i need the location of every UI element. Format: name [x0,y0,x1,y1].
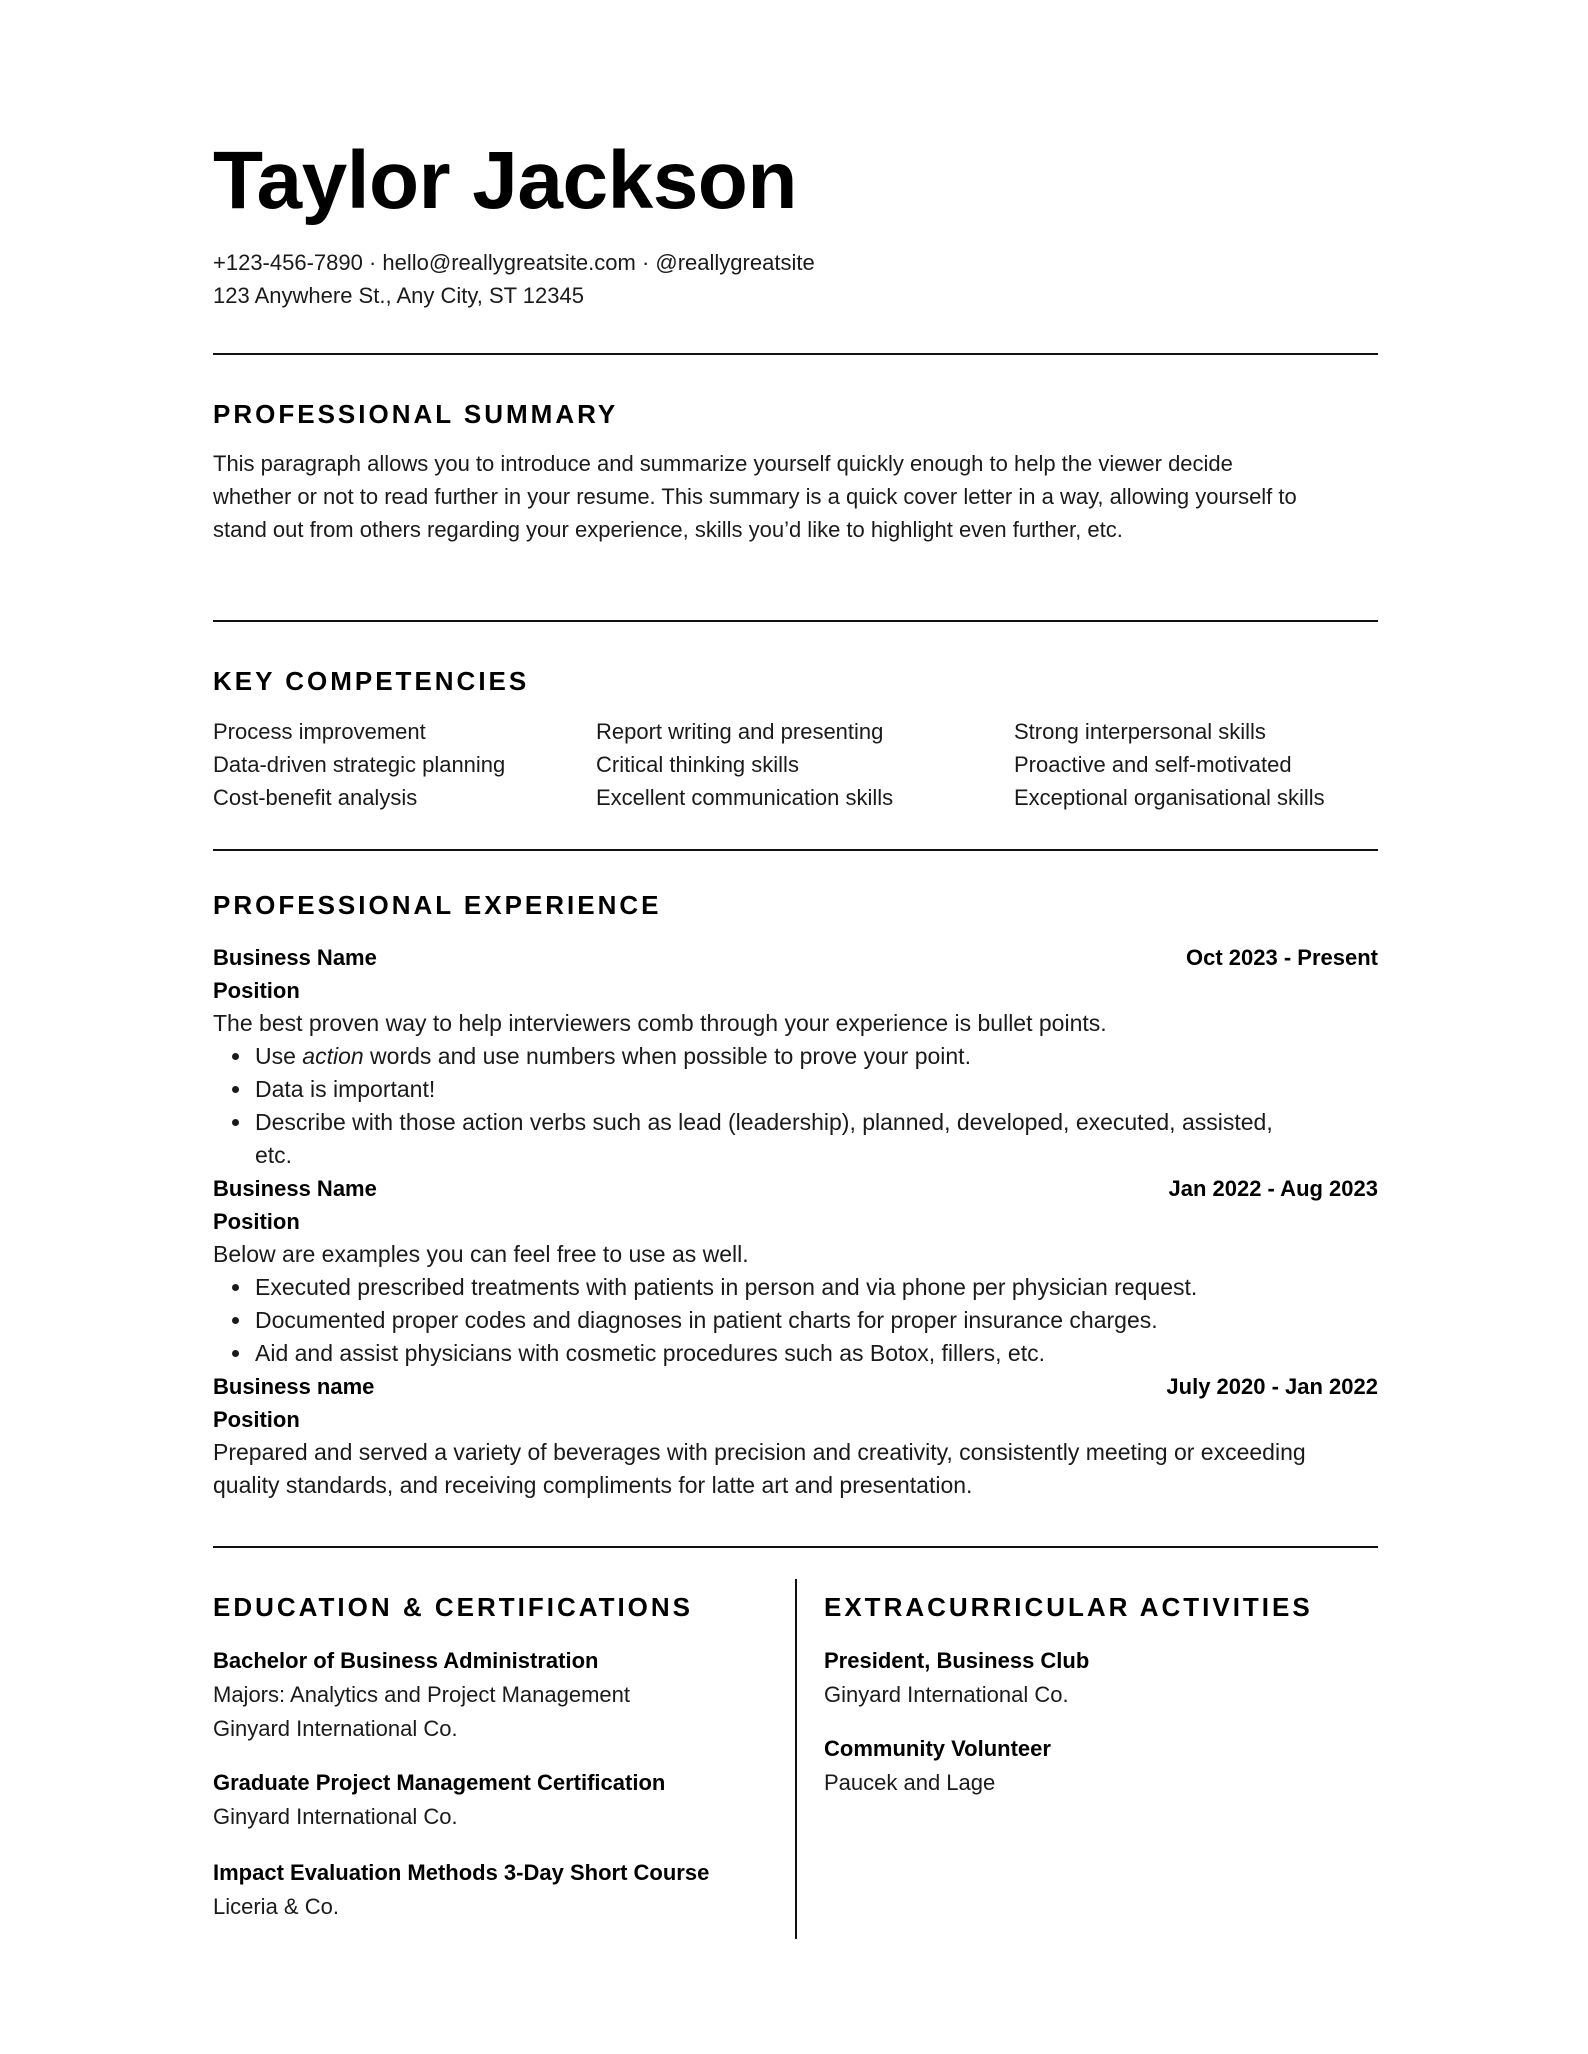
competency-item: Critical thinking skills [596,752,799,777]
job-bullet: • Aid and assist physicians with cosmetic procedures such as Botox, fillers, etc. [253,1337,1378,1370]
section-title-experience: PROFESSIONAL EXPERIENCE [213,890,662,920]
competencies-grid [213,715,1378,814]
entry-title: Community Volunteer [824,1736,1051,1761]
job-position: Position [213,1407,300,1432]
section-title-education: EDUCATION & CERTIFICATIONS [213,1592,694,1622]
job-description [213,1436,1378,1502]
competency-item: Excellent communication skills [596,785,894,810]
description-line: quality standards, and receiving compliments for latte art and presentation. [213,1472,973,1498]
description-line: Prepared and served a variety of beverages with precision and creativity, consistently meeting or exceeding [213,1439,1306,1465]
summary-line: This paragraph allows you to introduce and summarize yourself quickly enough to help the viewer decide [213,451,1233,476]
section-title-summary: PROFESSIONAL SUMMARY [213,399,619,429]
resume-content [213,135,1378,1939]
job-position: Position [213,1209,300,1234]
divider [213,849,1378,851]
job-header [213,1370,1378,1403]
divider [213,620,1378,622]
entry-detail: Ginyard International Co. [213,1716,458,1741]
bullet-text: etc. [255,1142,293,1168]
education-section [213,1579,795,1939]
competency-item: Process improvement [213,719,426,744]
entry-detail: Ginyard International Co. [213,1804,458,1829]
job-bullet: • Documented proper codes and diagnoses in patient charts for proper insurance charges. [253,1304,1378,1337]
competency-item: Strong interpersonal skills [1014,719,1266,744]
education-entry [213,1856,795,1924]
job-position: Position [213,978,300,1003]
job-bullet [253,1106,1378,1172]
business-name: Business Name [213,1176,377,1201]
contact-line: +123-456-7890 · hello@reallygreatsite.com · @reallygreatsite [213,250,815,275]
entry-detail: Liceria & Co. [213,1894,339,1919]
extracurricular-section [797,1579,1378,1939]
job-header [213,1172,1378,1205]
section-title-extracurricular: EXTRACURRICULAR ACTIVITIES [824,1592,1313,1622]
job-entry [213,1370,1378,1502]
entry-detail: Paucek and Lage [824,1770,996,1795]
section-title-competencies: KEY COMPETENCIES [213,666,530,696]
business-name: Business Name [213,945,377,970]
bullet-emphasis: action [302,1043,364,1069]
education-entry [213,1644,795,1746]
entry-title: Impact Evaluation Methods 3-Day Short Course [213,1860,710,1885]
competency-item: Exceptional organisational skills [1014,785,1325,810]
competency-item: Data-driven strategic planning [213,752,506,777]
bullet-text: words and use numbers when possible to prove your point. [363,1043,971,1069]
job-header [213,941,1378,974]
job-entry [213,941,1378,1172]
entry-title: Bachelor of Business Administration [213,1648,599,1673]
bullet-text: Describe with those action verbs such as lead (leadership), planned, developed, executed, assisted, [255,1109,1273,1135]
entry-detail: Majors: Analytics and Project Management [213,1682,630,1707]
competency-column [1014,715,1325,814]
job-bullet: • Data is important! [253,1073,1378,1106]
entry-title: President, Business Club [824,1648,1090,1673]
entry-detail: Ginyard International Co. [824,1682,1069,1707]
summary-line: stand out from others regarding your experience, skills you’d like to highlight even further, etc. [213,517,1123,542]
education-entry [213,1766,795,1834]
address-line: 123 Anywhere St., Any City, ST 12345 [213,283,584,308]
competency-item: Report writing and presenting [596,719,884,744]
job-bullets [213,1271,1378,1370]
competency-column [213,715,596,814]
entry-title: Graduate Project Management Certification [213,1770,666,1795]
competency-item: Cost-benefit analysis [213,785,418,810]
competency-column [596,715,1014,814]
experience-list [213,941,1378,1502]
bottom-columns [213,1579,1378,1939]
job-intro: The best proven way to help interviewers comb through your experience is bullet points. [213,1010,1107,1036]
summary-line: whether or not to read further in your resume. This summary is a quick cover letter in a way, allowing yourself to [213,484,1297,509]
activity-entry [824,1644,1378,1712]
job-dates: Oct 2023 - Present [1186,945,1378,970]
job-bullet [253,1040,1378,1073]
bullet-text: Use [255,1043,303,1069]
job-bullets [213,1040,1378,1172]
contact-block [213,246,1378,312]
activity-entry [824,1732,1378,1800]
divider [213,353,1378,355]
job-dates: Jan 2022 - Aug 2023 [1168,1176,1378,1201]
summary-paragraph [213,447,1378,546]
competency-item: Proactive and self-motivated [1014,752,1292,777]
divider [213,1546,1378,1548]
candidate-name: Taylor Jackson [213,135,797,226]
job-bullet: • Executed prescribed treatments with patients in person and via phone per physician request. [253,1271,1378,1304]
job-intro: Below are examples you can feel free to use as well. [213,1241,749,1267]
job-dates: July 2020 - Jan 2022 [1166,1374,1378,1399]
job-entry [213,1172,1378,1370]
business-name: Business name [213,1374,375,1399]
